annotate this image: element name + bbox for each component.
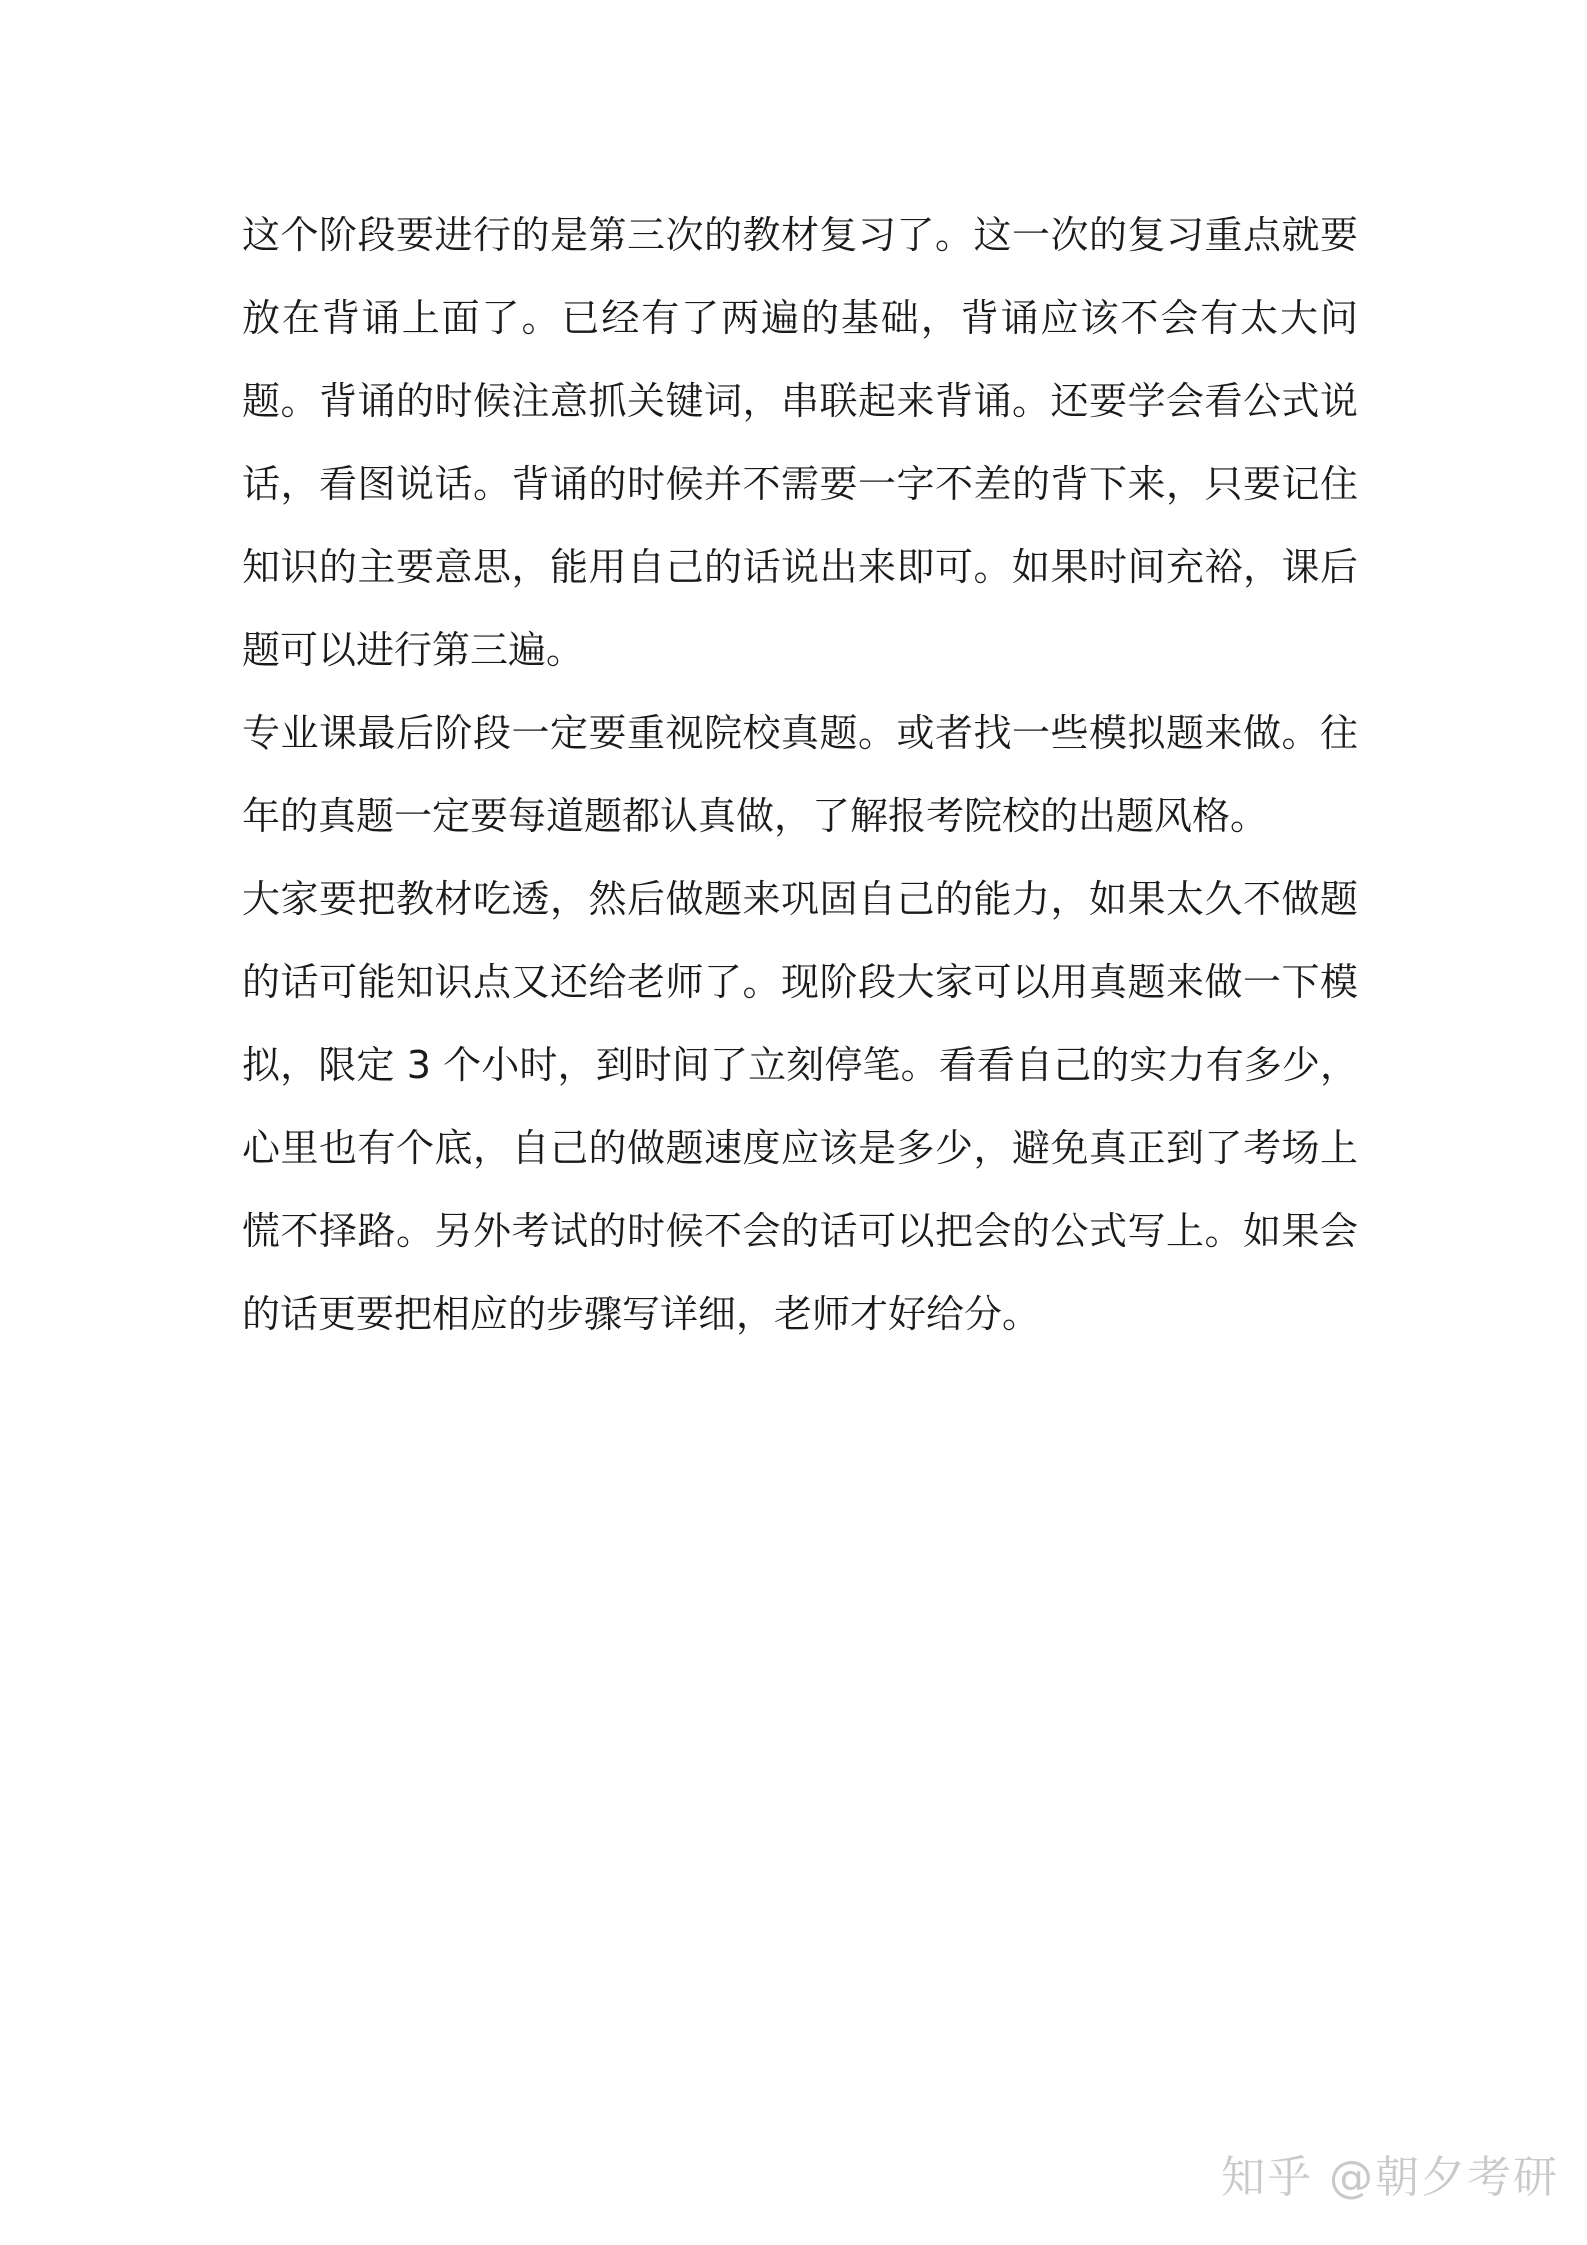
zhihu-watermark: 知乎 @朝夕考研 [1221,2152,1559,2203]
paragraph-mock-exam: 大家要把教材吃透，然后做题来巩固自己的能力，如果太久不做题的话可能知识点又还给老师了。现阶段大家可以用真题来做一下模拟，限定 3 个小时，到时间了立刻停笔。看看自己的实力有多少，心里也有个底，自己的做题速度应该是多少，避免真正到了考场上慌不择路。另外考试的时候不会的话可以把会的公式写上。如果会的话更要把相应的步骤写详细，老师才好给分。 [242,877,1358,1336]
paragraph-textbook-review: 这个阶段要进行的是第三次的教材复习了。这一次的复习重点就要放在背诵上面了。已经有了两遍的基础，背诵应该不会有太大问题。背诵的时候注意抓关键词，串联起来背诵。还要学会看公式说话，看图说话。背诵的时候并不需要一字不差的背下来，只要记住知识的主要意思，能用自己的话说出来即可。如果时间充裕，课后题可以进行第三遍。 [242,213,1358,672]
paragraph-past-exams: 专业课最后阶段一定要重视院校真题。或者找一些模拟题来做。往年的真题一定要每道题都认真做，了解报考院校的出题风格。 [242,711,1358,838]
document-body [242,194,1358,1356]
